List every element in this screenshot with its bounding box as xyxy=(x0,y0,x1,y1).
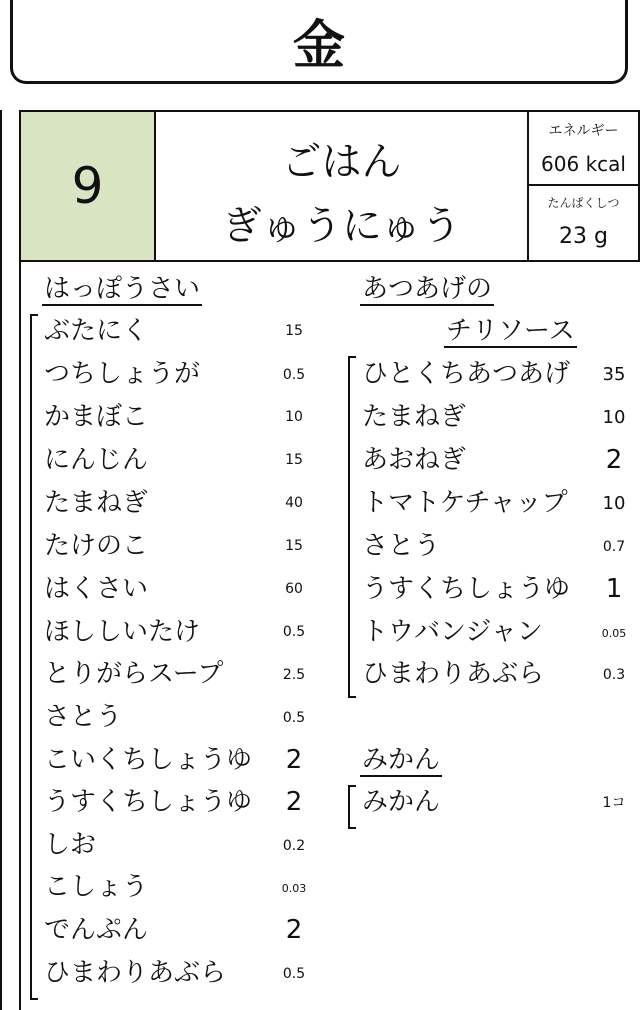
bracket-happosai xyxy=(30,314,38,1000)
ingredient-qty: 60 xyxy=(285,581,303,597)
ingredient-qty: 0.05 xyxy=(601,627,627,640)
ingredient-name: さとう xyxy=(44,702,123,732)
ingredient-qty: 2.5 xyxy=(282,667,306,683)
menu-item-rice: ごはん xyxy=(281,139,402,185)
bracket-atsuage xyxy=(348,356,356,698)
ingredient-name: あおねぎ xyxy=(362,445,467,475)
ingredient-name: ひまわりあぶら xyxy=(362,659,545,689)
ingredient-qty: 40 xyxy=(285,495,303,511)
left-edge-divider xyxy=(0,110,2,1010)
ingredient-name: ほししいたけ xyxy=(44,617,201,647)
ingredient-qty: 2 xyxy=(285,787,303,817)
energy-cell xyxy=(527,110,640,186)
energy-value: 606 kcal xyxy=(541,152,626,176)
day-of-week: 金 xyxy=(292,16,345,76)
protein-cell xyxy=(527,186,640,262)
day-of-week-box xyxy=(10,0,628,84)
energy-label: エネルギー xyxy=(548,123,619,139)
ingredient-name: こいくちしょうゆ xyxy=(44,745,253,775)
ingredient-qty: 0.5 xyxy=(282,367,306,383)
ingredient-qty: 2 xyxy=(285,745,303,775)
ingredient-name: でんぷん xyxy=(44,915,149,945)
ingredient-qty: 0.3 xyxy=(602,667,626,683)
ingredient-name: ひとくちあつあげ xyxy=(362,359,571,389)
ingredient-name: うすくちしょうゆ xyxy=(44,787,253,817)
ingredient-name: たまねぎ xyxy=(44,488,149,518)
menu-items-cell xyxy=(156,110,527,262)
ingredient-qty: 0.5 xyxy=(282,966,306,982)
ingredient-qty: 0.5 xyxy=(282,624,306,640)
protein-label: たんぱくしつ xyxy=(547,196,620,210)
dish-title-happosai: はっぽうさい xyxy=(44,274,201,304)
ingredient-name: しお xyxy=(44,830,97,860)
ingredient-qty: 35 xyxy=(602,364,626,385)
ingredient-name: こしょう xyxy=(44,872,149,902)
ingredient-qty: 0.7 xyxy=(602,539,626,555)
ingredient-name: かまぼこ xyxy=(44,402,149,432)
ingredient-qty: 10 xyxy=(602,407,626,428)
ingredient-name: さとう xyxy=(362,531,441,561)
ingredient-name: トウバンジャン xyxy=(362,617,543,647)
dish-title-mikan: みかん xyxy=(362,745,441,775)
ingredient-qty: 1 xyxy=(605,574,623,604)
ingredient-name: うすくちしょうゆ xyxy=(362,574,571,604)
ingredient-qty: 0.5 xyxy=(282,710,306,726)
ingredient-qty: 10 xyxy=(285,409,303,425)
menu-number-cell xyxy=(19,110,156,262)
ingredient-name: みかん xyxy=(362,787,441,817)
ingredient-name: たけのこ xyxy=(44,531,149,561)
ingredient-name: ぶたにく xyxy=(44,316,149,346)
ingredient-qty: 2 xyxy=(285,915,303,945)
ingredient-name: つちしょうが xyxy=(44,359,201,389)
menu-number: 9 xyxy=(71,157,104,215)
ingredient-qty: 15 xyxy=(285,323,303,339)
ingredient-qty: 2 xyxy=(605,445,623,475)
dish-title-atsuage: あつあげの xyxy=(362,274,493,304)
ingredient-qty: 1コ xyxy=(602,795,626,811)
ingredient-name: トマトケチャップ xyxy=(362,488,568,518)
ingredient-name: はくさい xyxy=(44,574,149,604)
ingredient-qty: 0.03 xyxy=(281,882,307,895)
ingredient-name: にんじん xyxy=(44,445,149,475)
ingredient-name: ひまわりあぶら xyxy=(44,958,227,988)
ingredient-name: たまねぎ xyxy=(362,402,467,432)
protein-value: 23 g xyxy=(559,224,608,249)
ingredient-qty: 0.2 xyxy=(282,838,306,854)
bracket-mikan xyxy=(348,785,356,829)
menu-item-milk: ぎゅうにゅう xyxy=(221,203,462,249)
dish-subtitle-atsuage: チリソース xyxy=(446,316,575,346)
ingredient-qty: 10 xyxy=(602,493,626,514)
ingredient-qty: 15 xyxy=(285,452,303,468)
ingredient-qty: 15 xyxy=(285,538,303,554)
ingredient-name: とりがらスープ xyxy=(44,659,224,689)
